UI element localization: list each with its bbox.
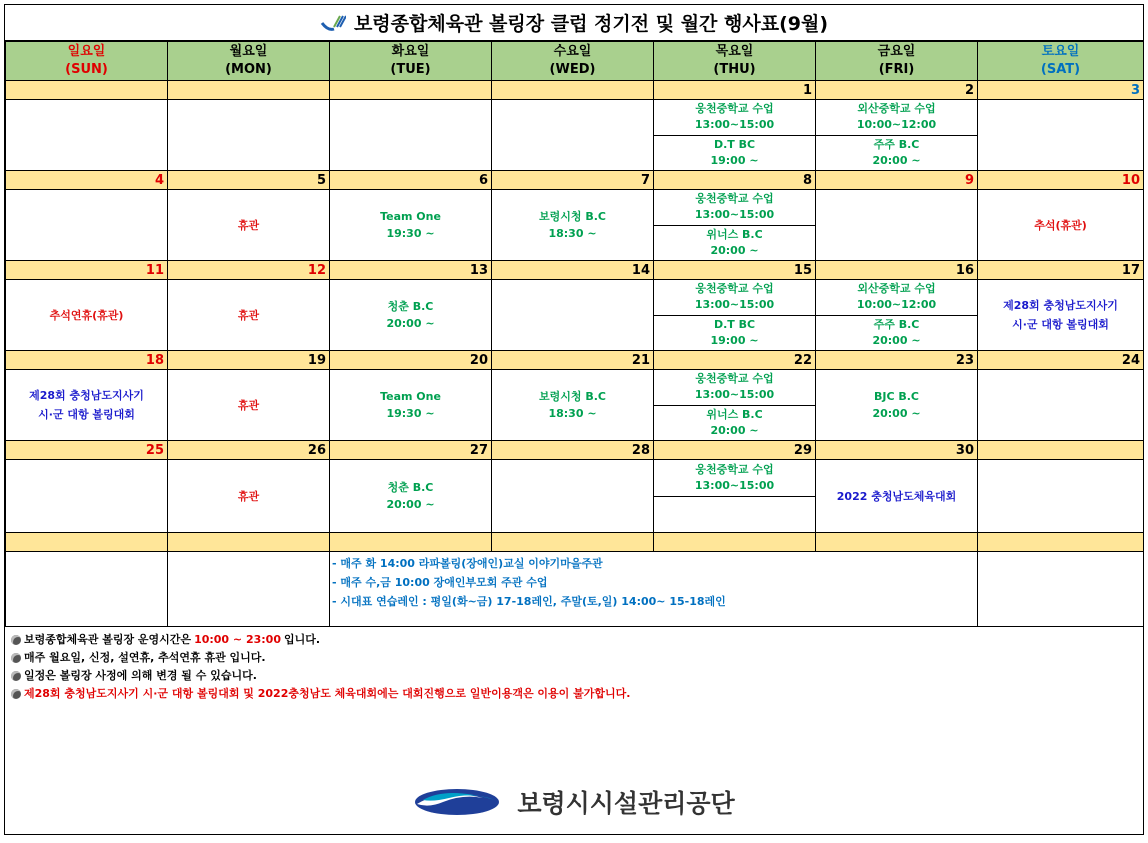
schedule-sheet <box>4 4 1144 835</box>
event-cell: 웅천중학교 수업 13:00~15:00 D.T BC 19:00 ~ <box>654 100 816 171</box>
closed-label: 휴관 <box>168 280 330 351</box>
week2-event-row <box>6 190 1144 261</box>
header-mon: 월요일 (MON) <box>168 42 330 81</box>
page-title <box>5 5 1143 41</box>
bowling-ball-icon <box>11 689 21 699</box>
event-cell <box>492 280 654 351</box>
date-cell: 17 <box>978 261 1144 280</box>
date-cell: 21 <box>492 351 654 370</box>
weekday-header-row <box>6 42 1144 81</box>
bowling-ball-icon <box>11 635 21 645</box>
week3-event-row <box>6 280 1144 351</box>
date-cell: 18 <box>6 351 168 370</box>
event-cell <box>492 100 654 171</box>
header-sun: 일요일 (SUN) <box>6 42 168 81</box>
closed-label: 휴관 <box>168 370 330 441</box>
date-cell: 1 <box>654 81 816 100</box>
week1-date-row <box>6 81 1144 100</box>
date-cell: 9 <box>816 171 978 190</box>
date-cell: 7 <box>492 171 654 190</box>
note-line: - 매주 수,금 10:00 장애인부모회 주관 수업 <box>332 576 548 589</box>
date-cell <box>492 533 654 552</box>
date-cell: 24 <box>978 351 1144 370</box>
event-cell: 웅천중학교 수업 13:00~15:00 위너스 B.C 20:00 ~ <box>654 190 816 261</box>
date-cell: 20 <box>330 351 492 370</box>
date-cell <box>330 81 492 100</box>
bowling-ball-icon <box>11 653 21 663</box>
organization-logo-icon <box>413 788 501 816</box>
date-cell: 5 <box>168 171 330 190</box>
event-cell: Team One 19:30 ~ <box>330 190 492 261</box>
event-cell: 보령시청 B.C 18:30 ~ <box>492 370 654 441</box>
event-cell: BJC B.C 20:00 ~ <box>816 370 978 441</box>
event-cell <box>330 100 492 171</box>
event-cell <box>978 460 1144 533</box>
date-cell <box>816 533 978 552</box>
date-cell <box>492 81 654 100</box>
week1-event-row <box>6 100 1144 171</box>
event-cell <box>978 370 1144 441</box>
date-cell: 27 <box>330 441 492 460</box>
date-cell: 30 <box>816 441 978 460</box>
date-cell: 10 <box>978 171 1144 190</box>
event-cell: 웅천중학교 수업 13:00~15:00 <box>654 460 816 533</box>
date-cell: 12 <box>168 261 330 280</box>
notice-closed-days: 매주 월요일, 신정, 설연휴, 추석연휴 휴관 입니다. <box>11 649 1137 667</box>
weekly-notes <box>330 552 978 627</box>
date-cell <box>978 441 1144 460</box>
week6-notes-row <box>6 552 1144 627</box>
week2-date-row <box>6 171 1144 190</box>
event-cell: 외산중학교 수업 10:00~12:00 주주 B.C 20:00 ~ <box>816 280 978 351</box>
event-cell <box>978 100 1144 171</box>
notice-hours: 보령종합체육관 볼링장 운영시간은 10:00 ~ 23:00 입니다. <box>11 631 1137 649</box>
week5-event-row <box>6 460 1144 533</box>
header-fri: 금요일 (FRI) <box>816 42 978 81</box>
tournament-label: 제28회 충청남도지사기 시·군 대항 볼링대회 <box>978 280 1144 351</box>
note-line: - 시대표 연습레인 : 평일(화~금) 17-18레인, 주말(토,일) 14:00~ 15-18레인 <box>332 595 726 608</box>
holiday-label: 추석(휴관) <box>978 190 1144 261</box>
date-cell <box>330 533 492 552</box>
tournament-label: 제28회 충청남도지사기 시·군 대항 볼링대회 <box>6 370 168 441</box>
date-cell <box>654 533 816 552</box>
date-cell <box>168 81 330 100</box>
notice-tournament: 제28회 충청남도지사기 시·군 대항 볼링대회 및 2022충청남도 체육대회에는 대회진행으로 일반이용객은 이용이 불가합니다. <box>11 685 1137 703</box>
date-cell: 28 <box>492 441 654 460</box>
date-cell: 13 <box>330 261 492 280</box>
event-cell <box>6 100 168 171</box>
event-cell: 웅천중학교 수업 13:00~15:00 D.T BC 19:00 ~ <box>654 280 816 351</box>
event-cell <box>168 552 330 627</box>
page-title-text: 보령종합체육관 볼링장 클럽 정기전 및 월간 행사표(9월) <box>353 13 829 35</box>
event-cell <box>6 190 168 261</box>
closed-label: 휴관 <box>168 190 330 261</box>
date-cell: 3 <box>978 81 1144 100</box>
header-wed: 수요일 (WED) <box>492 42 654 81</box>
date-cell: 29 <box>654 441 816 460</box>
date-cell: 23 <box>816 351 978 370</box>
event-cell <box>492 460 654 533</box>
event-cell: 청춘 B.C 20:00 ~ <box>330 280 492 351</box>
date-cell: 15 <box>654 261 816 280</box>
event-cell: 웅천중학교 수업 13:00~15:00 위너스 B.C 20:00 ~ <box>654 370 816 441</box>
week3-date-row <box>6 261 1144 280</box>
organization-footer <box>5 784 1143 820</box>
date-cell <box>6 81 168 100</box>
date-cell: 2 <box>816 81 978 100</box>
date-cell <box>168 533 330 552</box>
date-cell: 8 <box>654 171 816 190</box>
date-cell <box>6 533 168 552</box>
date-cell: 6 <box>330 171 492 190</box>
holiday-label: 추석연휴(휴관) <box>6 280 168 351</box>
date-cell: 26 <box>168 441 330 460</box>
closed-label: 휴관 <box>168 460 330 533</box>
calendar-table <box>5 41 1144 627</box>
week4-date-row <box>6 351 1144 370</box>
week6-date-row <box>6 533 1144 552</box>
header-tue: 화요일 (TUE) <box>330 42 492 81</box>
week4-event-row <box>6 370 1144 441</box>
date-cell <box>978 533 1144 552</box>
event-cell <box>816 190 978 261</box>
header-sat: 토요일 (SAT) <box>978 42 1144 81</box>
event-cell: 보령시청 B.C 18:30 ~ <box>492 190 654 261</box>
date-cell: 16 <box>816 261 978 280</box>
date-cell: 19 <box>168 351 330 370</box>
event-cell: 청춘 B.C 20:00 ~ <box>330 460 492 533</box>
event-cell <box>978 552 1144 627</box>
date-cell: 22 <box>654 351 816 370</box>
organization-name: 보령시시설관리공단 <box>517 789 735 818</box>
date-cell: 14 <box>492 261 654 280</box>
sports-festival-label: 2022 충청남도체육대회 <box>816 460 978 533</box>
event-cell: 외산중학교 수업 10:00~12:00 주주 B.C 20:00 ~ <box>816 100 978 171</box>
event-cell <box>6 552 168 627</box>
date-cell: 4 <box>6 171 168 190</box>
date-cell: 11 <box>6 261 168 280</box>
week5-date-row <box>6 441 1144 460</box>
bowling-ball-icon <box>11 671 21 681</box>
event-cell <box>168 100 330 171</box>
date-cell: 25 <box>6 441 168 460</box>
footer-notices <box>5 627 1143 707</box>
notice-schedule-change: 일정은 볼링장 사정에 의해 변경 될 수 있습니다. <box>11 667 1137 685</box>
gym-logo-icon <box>320 13 346 33</box>
header-thu: 목요일 (THU) <box>654 42 816 81</box>
event-cell <box>6 460 168 533</box>
event-cell: Team One 19:30 ~ <box>330 370 492 441</box>
note-line: - 매주 화 14:00 라파볼링(장애인)교실 이야기마을주관 <box>332 557 603 570</box>
